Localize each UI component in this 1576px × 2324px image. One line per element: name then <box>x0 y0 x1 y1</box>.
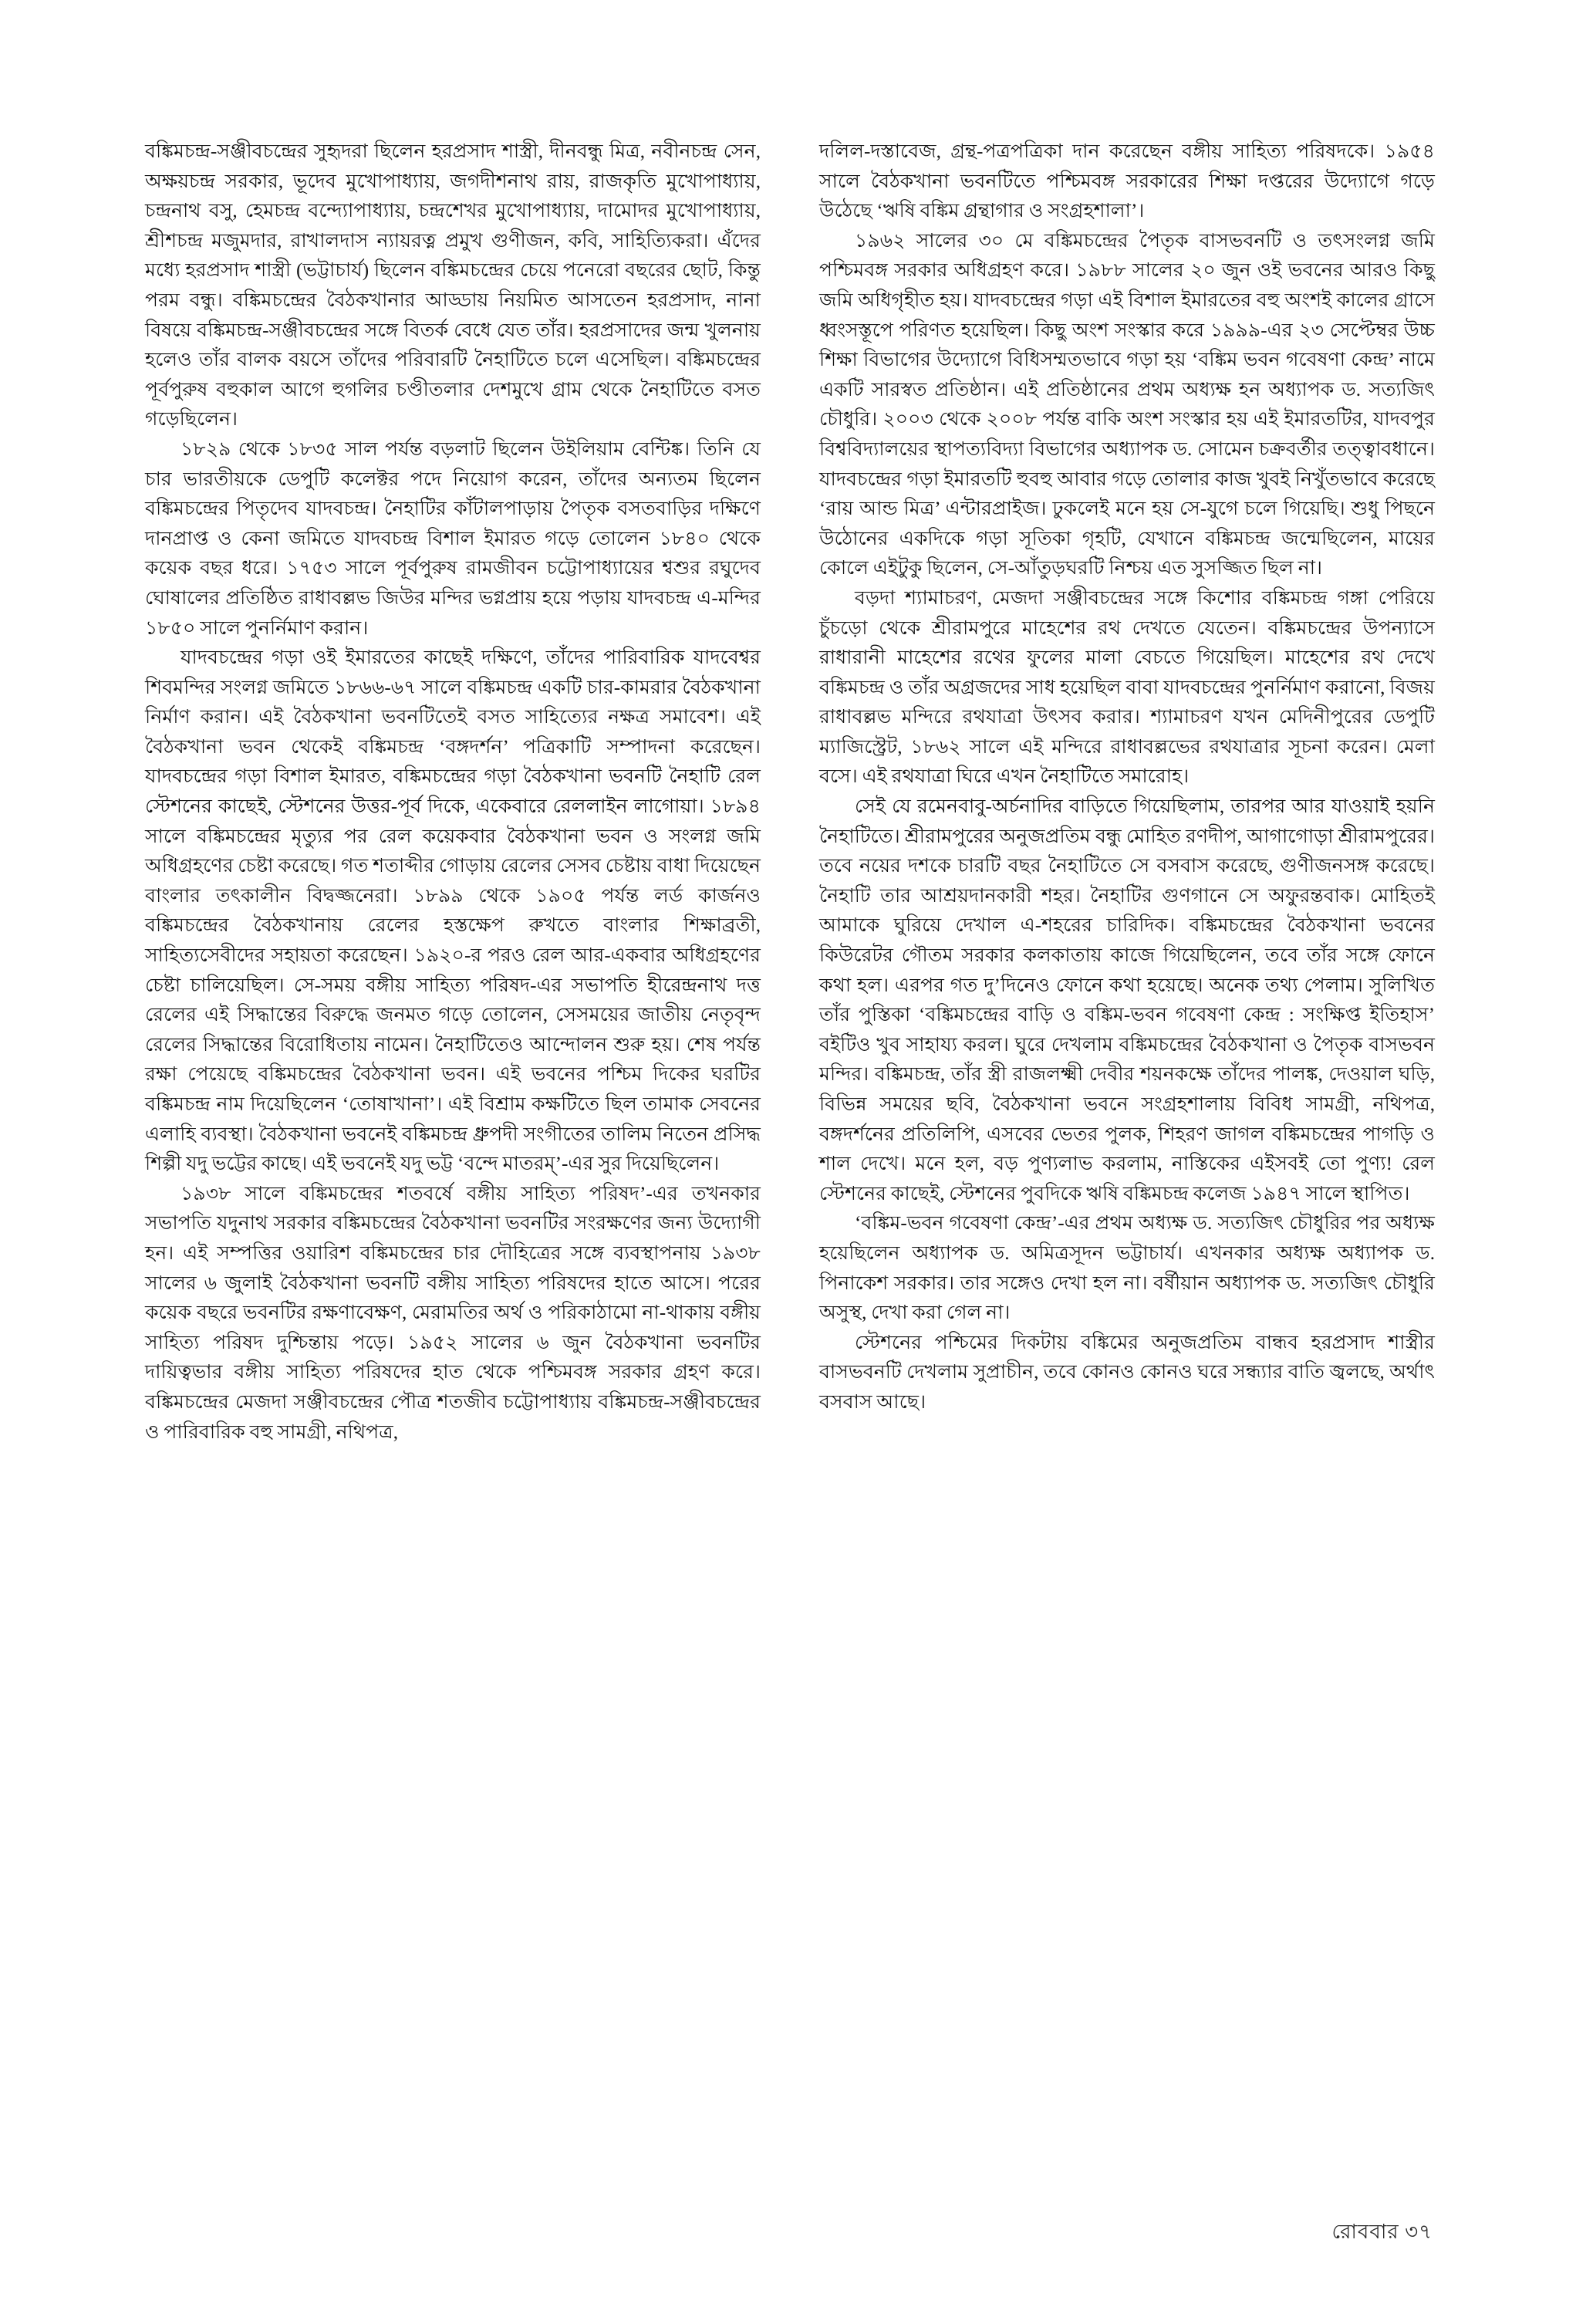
paragraph: দলিল-দস্তাবেজ, গ্রন্থ-পত্রপত্রিকা দান করেছেন বঙ্গীয় সাহিত্য পরিষদকে। ১৯৫৪ সালে বৈঠকখানা ভবনটিতে পশ্চিমবঙ্গ সরকারের শিক্ষা দপ্তরের উদ্যোগে গড়ে উঠেছে ‘ঋষি বঙ্কিম গ্রন্থাগার ও সংগ্রহশালা’। <box>819 141 1435 222</box>
right-column <box>819 137 1435 1447</box>
page-footer-label: রোববার ৩৭ <box>1331 2221 1433 2243</box>
paragraph: ‘বঙ্কিম-ভবন গবেষণা কেন্দ্র’-এর প্রথম অধ্যক্ষ ড. সত্যজিৎ চৌধুরির পর অধ্যক্ষ হয়েছিলেন অধ্যাপক ড. অমিত্রসূদন ভট্টাচার্য। এখনকার অধ্যক্ষ অধ্যাপক ড. পিনাকেশ সরকার। তার সঙ্গেও দেখা হল না। বর্ষীয়ান অধ্যাপক ড. সত্যজিৎ চৌধুরি অসুস্থ, দেখা করা গেল না। <box>819 1213 1435 1324</box>
paragraph: ১৯৬২ সালের ৩০ মে বঙ্কিমচন্দ্রের পৈতৃক বাসভবনটি ও তৎসংলগ্ন জমি পশ্চিমবঙ্গ সরকার অধিগ্রহণ করে। ১৯৮৮ সালের ২০ জুন ওই ভবনের আরও কিছু জমি অধিগৃহীত হয়। যাদবচন্দ্রের গড়া এই বিশাল ইমারতের বহু অংশই কালের গ্রাসে ধ্বংসস্তূপে পরিণত হয়েছিল। কিছু অংশ সংস্কার করে ১৯৯৯-এর ২৩ সেপ্টেম্বর উচ্চ শিক্ষা বিভাগের উদ্যোগে বিধিসম্মতভাবে গড়া হয় ‘বঙ্কিম ভবন গবেষণা কেন্দ্র’ নামে একটি সারস্বত প্রতিষ্ঠান। এই প্রতিষ্ঠানের প্রথম অধ্যক্ষ হন অধ্যাপক ড. সত্যজিৎ চৌধুরি। ২০০৩ থেকে ২০০৮ পর্যন্ত বাকি অংশ সংস্কার হয় এই ইমারতটির, যাদবপুর বিশ্ববিদ্যালয়ের স্থাপত্যবিদ্যা বিভাগের অধ্যাপক ড. সোমেন চক্রবর্তীর তত্ত্বাবধানে। যাদবচন্দ্রের গড়া ইমারতটি হুবহু আবার গড়ে তোলার কাজ খুবই নিখুঁতভাবে করেছে ‘রায় আন্ড মিত্র’ এন্টারপ্রাইজ। ঢুকলেই মনে হয় সে-যুগে চলে গিয়েছি। শুধু পিছনে উঠোনের একদিকে গড়া সূতিকা গৃহটি, যেখানে বঙ্কিমচন্দ্র জন্মেছিলেন, মায়ের কোলে এইটুকু ছিলেন, সে-আঁতুড়ঘরটি নিশ্চয় এত সুসজ্জিত ছিল না। <box>819 230 1435 579</box>
two-column-layout <box>145 137 1435 1447</box>
paragraph: যাদবচন্দ্রের গড়া ওই ইমারতের কাছেই দক্ষিণে, তাঁদের পারিবারিক যাদবেশ্বর শিবমন্দির সংলগ্ন জমিতে ১৮৬৬-৬৭ সালে বঙ্কিমচন্দ্র একটি চার-কামরার বৈঠকখানা নির্মাণ করান। এই বৈঠকখানা ভবনটিতেই বসত সাহিত্যের নক্ষত্র সমাবেশ। এই বৈঠকখানা ভবন থেকেই বঙ্কিমচন্দ্র ‘বঙ্গদর্শন’ পত্রিকাটি সম্পাদনা করেছেন। যাদবচন্দ্রের গড়া বিশাল ইমারত, বঙ্কিমচন্দ্রের গড়া বৈঠকখানা ভবনটি নৈহাটি রেল স্টেশনের কাছেই, স্টেশনের উত্তর-পূর্ব দিকে, একেবারে রেললাইন লাগোয়া। ১৮৯৪ সালে বঙ্কিমচন্দ্রের মৃত্যুর পর রেল কয়েকবার বৈঠকখানা ভবন ও সংলগ্ন জমি অধিগ্রহণের চেষ্টা করেছে। গত শতাব্দীর গোড়ায় রেলের সেসব চেষ্টায় বাধা দিয়েছেন বাংলার তৎকালীন বিদ্বজ্জনেরা। ১৮৯৯ থেকে ১৯০৫ পর্যন্ত লর্ড কার্জনও বঙ্কিমচন্দ্রের বৈঠকখানায় রেলের হস্তক্ষেপ রুখতে বাংলার শিক্ষাব্রতী, সাহিত্যসেবীদের সহায়তা করেছেন। ১৯২০-র পরও রেল আর-একবার অধিগ্রহণের চেষ্টা চালিয়েছিল। সে-সময় বঙ্গীয় সাহিত্য পরিষদ-এর সভাপতি হীরেন্দ্রনাথ দত্ত রেলের এই সিদ্ধান্তের বিরুদ্ধে জনমত গড়ে তোলেন, সেসময়ের জাতীয় নেতৃবৃন্দ রেলের সিদ্ধান্তের বিরোধিতায় নামেন। নৈহাটিতেও আন্দোলন শুরু হয়। শেষ পর্যন্ত রক্ষা পেয়েছে বঙ্কিমচন্দ্রের বৈঠকখানা ভবন। এই ভবনের পশ্চিম দিকের ঘরটির বঙ্কিমচন্দ্র নাম দিয়েছিলেন ‘তোষাখানা’। এই বিশ্রাম কক্ষটিতে ছিল তামাক সেবনের এলাহি ব্যবস্থা। বৈঠকখানা ভবনেই বঙ্কিমচন্দ্র ধ্রুপদী সংগীতের তালিম নিতেন প্রসিদ্ধ শিল্পী যদু ভট্টের কাছে। এই ভবনেই যদু ভট্ট ‘বন্দে মাতরম্‌’-এর সুর দিয়েছিলেন। <box>145 647 761 1175</box>
paragraph: ১৮২৯ থেকে ১৮৩৫ সাল পর্যন্ত বড়লাট ছিলেন উইলিয়াম বেন্টিঙ্ক। তিনি যে চার ভারতীয়কে ডেপুটি কলেক্টর পদে নিয়োগ করেন, তাঁদের অন্যতম ছিলেন বঙ্কিমচন্দ্রের পিতৃদেব যাদবচন্দ্র। নৈহাটির কাঁটালপাড়ায় পৈতৃক বসতবাড়ির দক্ষিণে দানপ্রাপ্ত ও কেনা জমিতে যাদবচন্দ্র বিশাল ইমারত গড়ে তোলেন ১৮৪০ থেকে কয়েক বছর ধরে। ১৭৫৩ সালে পূর্বপুরুষ রামজীবন চট্টোপাধ্যায়ের শ্বশুর রঘুদেব ঘোষালের প্রতিষ্ঠিত রাধাবল্লভ জিউর মন্দির ভগ্নপ্রায় হয়ে পড়ায় যাদবচন্দ্র এ-মন্দির ১৮৫০ সালে পুনর্নিমাণ করান। <box>145 438 761 639</box>
paragraph: সেই যে রমেনবাবু-অর্চনাদির বাড়িতে গিয়েছিলাম, তারপর আর যাওয়াই হয়নি নৈহাটিতে। শ্রীরামপুরের অনুজপ্রতিম বন্ধু মোহিত রণদীপ, আগাগোড়া শ্রীরামপুরের। তবে নয়ের দশকে চারটি বছর নৈহাটিতে সে বসবাস করেছে, গুণীজনসঙ্গ করেছে। নৈহাটি তার আশ্রয়দানকারী শহর। নৈহাটির গুণগানে সে অফুরন্তবাক। মোহিতই আমাকে ঘুরিয়ে দেখাল এ-শহরের চারিদিক। বঙ্কিমচন্দ্রের বৈঠকখানা ভবনের কিউরেটর গৌতম সরকার কলকাতায় কাজে গিয়েছিলেন, তবে তাঁর সঙ্গে ফোনে কথা হল। এরপর গত দু’দিনেও ফোনে কথা হয়েছে। অনেক তথ্য পেলাম। সুলিখিত তাঁর পুস্তিকা ‘বঙ্কিমচন্দ্রের বাড়ি ও বঙ্কিম-ভবন গবেষণা কেন্দ্র : সংক্ষিপ্ত ইতিহাস’ বইটিও খুব সাহায্য করল। ঘুরে দেখলাম বঙ্কিমচন্দ্রের বৈঠকখানা ও পৈতৃক বাসভবন মন্দির। বঙ্কিমচন্দ্র, তাঁর স্ত্রী রাজলক্ষ্মী দেবীর শয়নকক্ষে তাঁদের পালঙ্ক, দেওয়াল ঘড়ি, বিভিন্ন সময়ের ছবি, বৈঠকখানা ভবনে সংগ্রহশালায় বিবিধ সামগ্রী, নথিপত্র, বঙ্গদর্শনের প্রতিলিপি, এসবের ভেতর পুলক, শিহরণ জাগল বঙ্কিমচন্দ্রের পাগড়ি ও শাল দেখে। মনে হল, বড় পুণ্যলাভ করলাম, নাস্তিকের এইসবই তো পুণ্য! রেল স্টেশনের কাছেই, স্টেশনের পুবদিকে ঋষি বঙ্কিমচন্দ্র কলেজ ১৯৪৭ সালে স্থাপিত। <box>819 796 1435 1204</box>
paragraph: বড়দা শ্যামাচরণ, মেজদা সঞ্জীবচন্দ্রের সঙ্গে কিশোর বঙ্কিমচন্দ্র গঙ্গা পেরিয়ে চুঁচড়ো থেকে শ্রীরামপুরে মাহেশের রথ দেখতে যেতেন। বঙ্কিমচন্দ্রের উপন্যাসে রাধারানী মাহেশের রথের ফুলের মালা বেচতে গিয়েছিল। মাহেশের রথ দেখে বঙ্কিমচন্দ্র ও তাঁর অগ্রজদের সাধ হয়েছিল বাবা যাদবচন্দ্রের পুনর্নিমাণ করানো, বিজয় রাধাবল্লভ মন্দিরে রথযাত্রা উৎসব করার। শ্যামাচরণ যখন মেদিনীপুরের ডেপুটি ম্যাজিস্ট্রেট, ১৮৬২ সালে এই মন্দিরে রাধাবল্লভের রথযাত্রার সূচনা করেন। মেলা বসে। এই রথযাত্রা ঘিরে এখন নৈহাটিতে সমারোহ। <box>819 587 1435 788</box>
paragraph: ১৯৩৮ সালে বঙ্কিমচন্দ্রের শতবর্ষে বঙ্গীয় সাহিত্য পরিষদ’-এর তখনকার সভাপতি যদুনাথ সরকার বঙ্কিমচন্দ্রের বৈঠকখানা ভবনটির সংরক্ষণের জন্য উদ্যোগী হন। এই সম্পত্তির ওয়ারিশ বঙ্কিমচন্দ্রের চার দৌহিত্রের সঙ্গে ব্যবস্থাপনায় ১৯৩৮ সালের ৬ জুলাই বৈঠকখানা ভবনটি বঙ্গীয় সাহিত্য পরিষদের হাতে আসে। পরের কয়েক বছরে ভবনটির রক্ষণাবেক্ষণ, মেরামতির অর্থ ও পরিকাঠামো না-থাকায় বঙ্গীয় সাহিত্য পরিষদ দুশ্চিন্তায় পড়ে। ১৯৫২ সালের ৬ জুন বৈঠকখানা ভবনটির দায়িত্বভার বঙ্গীয় সাহিত্য পরিষদের হাত থেকে পশ্চিমবঙ্গ সরকার গ্রহণ করে। বঙ্কিমচন্দ্রের মেজদা সঞ্জীবচন্দ্রের পৌত্র শতজীব চট্টোপাধ্যায় বঙ্কিমচন্দ্র-সঞ্জীবচন্দ্রের ও পারিবারিক বহু সামগ্রী, নথিপত্র, <box>145 1183 761 1443</box>
paragraph: বঙ্কিমচন্দ্র-সঞ্জীবচন্দ্রের সুহৃদরা ছিলেন হরপ্রসাদ শাস্ত্রী, দীনবন্ধু মিত্র, নবীনচন্দ্র সেন, অক্ষয়চন্দ্র সরকার, ভূদেব মুখোপাধ্যায়, জগদীশনাথ রায়, রাজকৃতি মুখোপাধ্যায়, চন্দ্রনাথ বসু, হেমচন্দ্র বন্দ্যোপাধ্যায়, চন্দ্রশেখর মুখোপাধ্যায়, দামোদর মুখোপাধ্যায়, শ্রীশচন্দ্র মজুমদার, রাখালদাস ন্যায়রত্ন প্রমুখ গুণীজন, কবি, সাহিত্যিকরা। এঁদের মধ্যে হরপ্রসাদ শাস্ত্রী (ভট্টাচার্য) ছিলেন বঙ্কিমচন্দ্রের চেয়ে পনেরো বছরের ছোট, কিন্তু পরম বন্ধু। বঙ্কিমচন্দ্রের বৈঠকখানার আড্ডায় নিয়মিত আসতেন হরপ্রসাদ, নানা বিষয়ে বঙ্কিমচন্দ্র-সঞ্জীবচন্দ্রের সঙ্গে বিতর্ক বেধে যেত তাঁর। হরপ্রসাদের জন্ম খুলনায় হলেও তাঁর বালক বয়সে তাঁদের পরিবারটি নৈহাটিতে চলে এসেছিল। বঙ্কিমচন্দ্রের পূর্বপুরুষ বহুকাল আগে হুগলির চণ্ডীতলার দেশমুখে গ্রাম থেকে নৈহাটিতে বসত গড়েছিলেন। <box>145 141 761 431</box>
paragraph: স্টেশনের পশ্চিমের দিকটায় বঙ্কিমের অনুজপ্রতিম বান্ধব হরপ্রসাদ শাস্ত্রীর বাসভবনটি দেখলাম সুপ্রাচীন, তবে কোনও কোনও ঘরে সন্ধ্যার বাতি জ্বলছে, অর্থাৎ বসবাস আছে। <box>819 1332 1435 1413</box>
left-column <box>145 137 761 1447</box>
